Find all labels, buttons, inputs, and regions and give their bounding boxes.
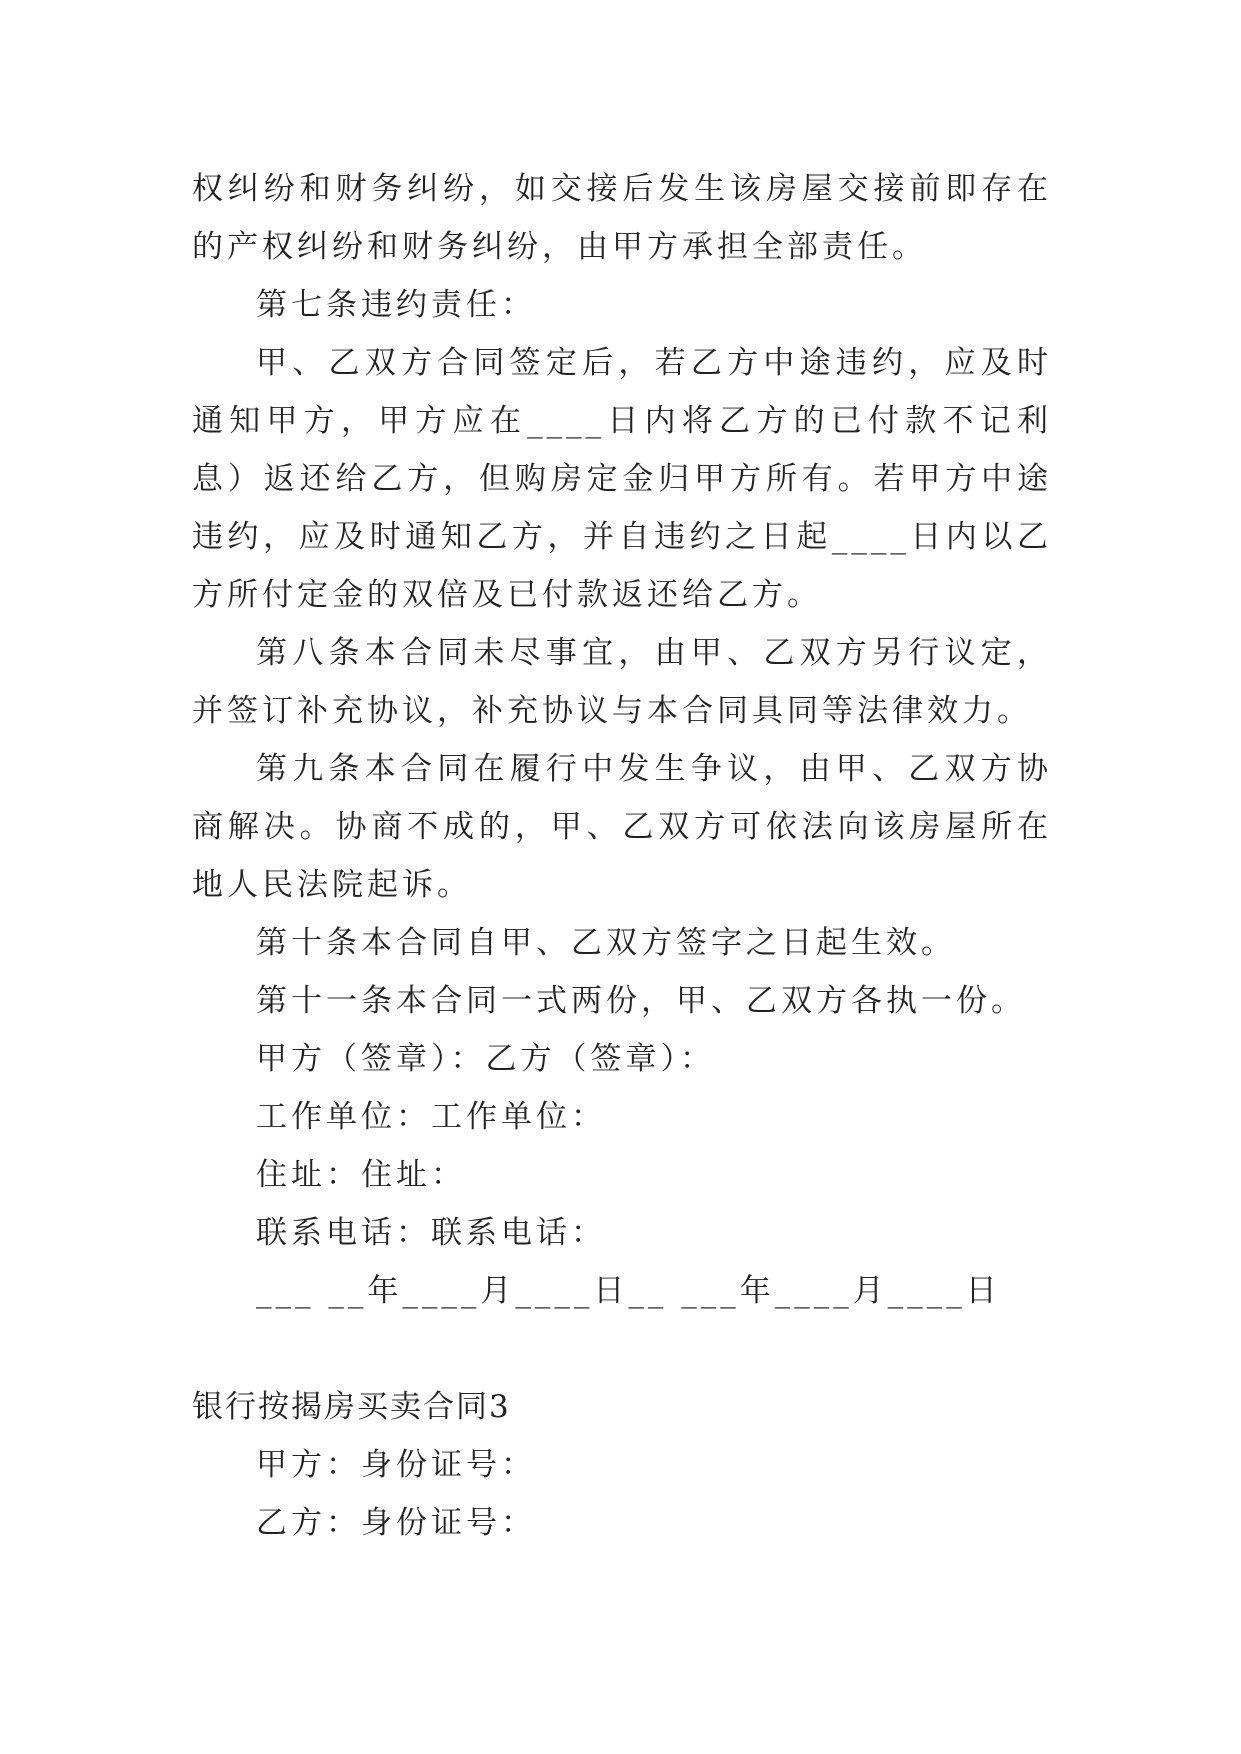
date-line: ___ __年____月____日__ ___年____月____日 bbox=[256, 1273, 1001, 1309]
paragraph-article-9: 第九条本合同在履行中发生争议，由甲、乙双方协商解决。协商不成的，甲、乙双方可依法向该房屋所在地人民法院起诉。 bbox=[192, 751, 1052, 903]
paragraph-article-10: 第十条本合同自甲、乙双方签字之日起生效。 bbox=[256, 925, 956, 961]
phone-line: 联系电话：联系电话： bbox=[256, 1215, 606, 1251]
paragraph-article-8: 第八条本合同未尽事宜，由甲、乙双方另行议定，并签订补充协议，补充协议与本合同具同等法律效力。 bbox=[192, 635, 1052, 729]
document-body bbox=[192, 160, 1052, 1552]
section-spacer bbox=[192, 1320, 1052, 1378]
section-title: 银行按揭房买卖合同3 bbox=[192, 1389, 511, 1425]
employer-line: 工作单位：工作单位： bbox=[256, 1099, 606, 1135]
address-line: 住址：住址： bbox=[256, 1157, 466, 1193]
party-b-id-line: 乙方：身份证号： bbox=[256, 1505, 536, 1541]
signature-line: 甲方（签章）：乙方（签章）： bbox=[256, 1041, 715, 1077]
paragraph-dispute-liability: 权纠纷和财务纠纷，如交接后发生该房屋交接前即存在的产权纠纷和财务纠纷，由甲方承担全部责任。 bbox=[192, 171, 1052, 265]
party-a-id-line: 甲方：身份证号： bbox=[256, 1447, 536, 1483]
heading-article-7: 第七条违约责任： bbox=[256, 287, 536, 323]
paragraph-article-11: 第十一条本合同一式两份，甲、乙双方各执一份。 bbox=[256, 983, 1026, 1019]
paragraph-breach-terms: 甲、乙双方合同签定后，若乙方中途违约，应及时通知甲方，甲方应在____日内将乙方的已付款不记利息）返还给乙方，但购房定金归甲方所有。若甲方中途违约，应及时通知乙方，并自违约之日起____日内以乙方所付定金的双倍及已付款返还给乙方。 bbox=[192, 345, 1052, 613]
